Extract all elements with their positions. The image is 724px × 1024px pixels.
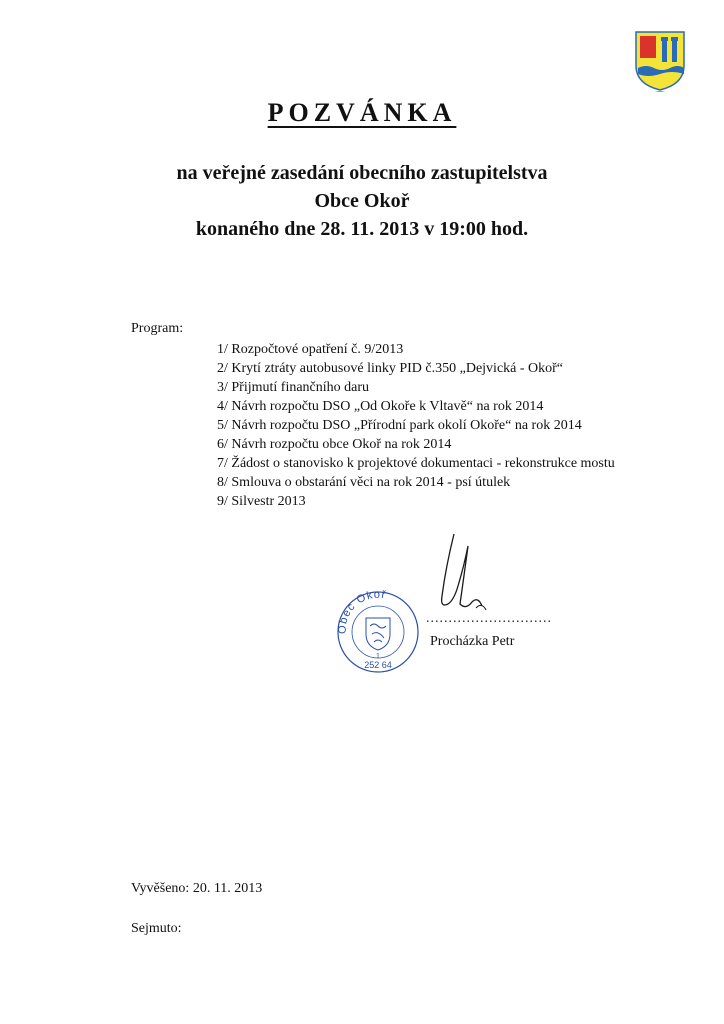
meeting-date: konaného dne 28. 11. 2013 v 19:00 hod. <box>195 218 529 240</box>
list-item: 8/ Smlouva o obstarání věci na rok 2014 - psí útulek <box>217 475 511 490</box>
removed-label: Sejmuto: <box>131 921 182 936</box>
list-item: 1/ Rozpočtové opatření č. 9/2013 <box>217 342 404 357</box>
meeting-description: na veřejné zasedání obecního zastupitelstva <box>176 162 548 184</box>
list-item: 7/ Žádost o stanovisko k projektové dokumentaci - rekonstrukce mostu <box>217 456 615 471</box>
posted-date: Vyvěšeno: 20. 11. 2013 <box>131 881 263 896</box>
list-item: 3/ Přijmutí finančního daru <box>217 380 370 395</box>
program-list <box>217 340 615 511</box>
signature-line: ............................ <box>426 611 552 626</box>
list-item: 2/ Krytí ztráty autobusové linky PID č.350 „Dejvická - Okoř“ <box>217 361 564 376</box>
list-item: 9/ Silvestr 2013 <box>217 494 306 509</box>
list-item: 4/ Návrh rozpočtu DSO „Od Okoře k Vltavě“ na rok 2014 <box>217 399 544 414</box>
program-label: Program: <box>131 321 184 336</box>
stamp-zip: 252 64 <box>364 660 392 670</box>
list-item: 5/ Návrh rozpočtu DSO „Přírodní park okolí Okoře“ na rok 2014 <box>217 418 582 433</box>
list-item: 6/ Návrh rozpočtu obce Okoř na rok 2014 <box>217 437 452 452</box>
coat-of-arms-icon <box>632 30 688 92</box>
document-title: POZVÁNKA <box>267 98 457 127</box>
official-stamp <box>334 586 422 676</box>
municipality-name: Obce Okoř <box>314 190 410 212</box>
stamp-number: 1 <box>376 653 380 660</box>
stamp-text: Obec Okoř <box>336 588 388 635</box>
signer-name: Procházka Petr <box>430 634 515 649</box>
